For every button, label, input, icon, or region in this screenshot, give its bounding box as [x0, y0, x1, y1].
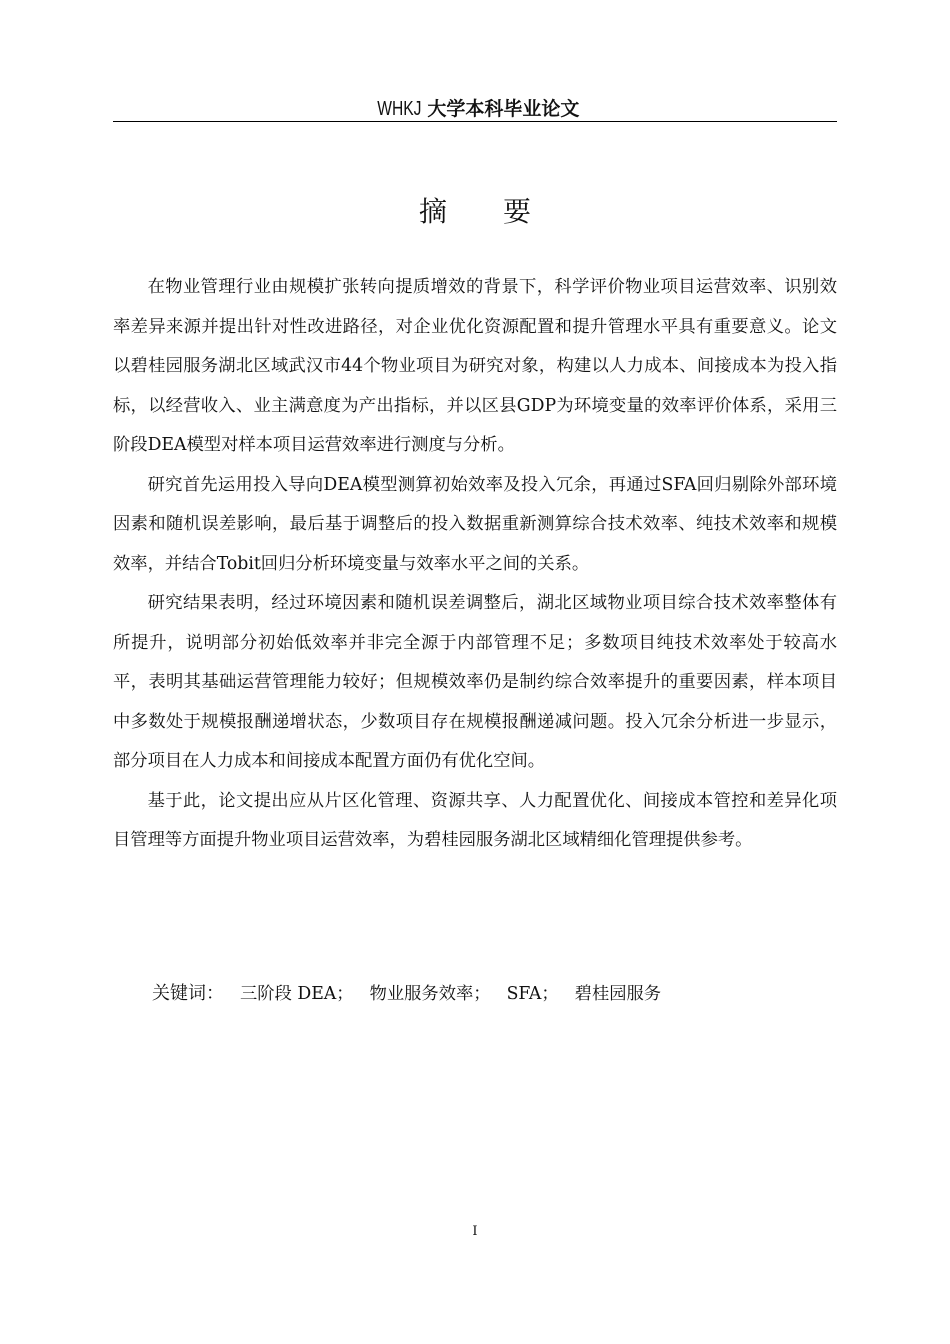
keyword-item: SFA；	[506, 984, 559, 1004]
keyword-item: 碧桂园服务	[574, 984, 662, 1004]
paragraph-2: 研究首先运用投入导向DEA模型测算初始效率及投入冗余，再通过SFA回归剔除外部环境因素和随机误差影响，最后基于调整后的投入数据重新测算综合技术效率、纯技术效率和规模效率，并结合Tobit回归分析环境变量与效率水平之间的关系。	[113, 474, 837, 574]
keywords-line	[152, 974, 677, 1014]
header-school: 大学本科毕业论文	[427, 98, 580, 120]
header-brand: WHKJ	[376, 98, 422, 120]
title-char-2: 要	[503, 195, 532, 228]
keywords-label: 关键词：	[152, 983, 224, 1004]
abstract-title	[0, 192, 950, 232]
title-char-1: 摘	[418, 195, 447, 228]
paragraph-4: 基于此，论文提出应从片区化管理、资源共享、人力配置优化、间接成本管控和差异化项目管理等方面提升物业项目运营效率，为碧桂园服务湖北区域精细化管理提供参考。	[113, 790, 837, 850]
keyword-item: 物业服务效率；	[369, 984, 491, 1004]
paragraph-3: 研究结果表明，经过环境因素和随机误差调整后，湖北区域物业项目综合技术效率整体有所提升，说明部分初始低效率并非完全源于内部管理不足；多数项目纯技术效率处于较高水平，表明其基础运营管理能力较好；但规模效率仍是制约综合效率提升的重要因素，样本项目中多数处于规模报酬递增状态，少数项目存在规模报酬递减问题。投入冗余分析进一步显示，部分项目在人力成本和间接成本配置方面仍有优化空间。	[113, 593, 837, 771]
paragraph-1: 在物业管理行业由规模扩张转向提质增效的背景下，科学评价物业项目运营效率、识别效率差异来源并提出针对性改进路径，对企业优化资源配置和提升管理水平具有重要意义。论文以碧桂园服务湖北区域武汉市44个物业项目为研究对象，构建以人力成本、间接成本为投入指标，以经营收入、业主满意度为产出指标，并以区县GDP为环境变量的效率评价体系，采用三阶段DEA模型对样本项目运营效率进行测度与分析。	[113, 277, 837, 455]
keyword-item: 三阶段 DEA；	[240, 984, 354, 1004]
abstract-body	[113, 268, 837, 861]
page-number: I	[472, 1224, 478, 1239]
page-header	[113, 96, 837, 122]
